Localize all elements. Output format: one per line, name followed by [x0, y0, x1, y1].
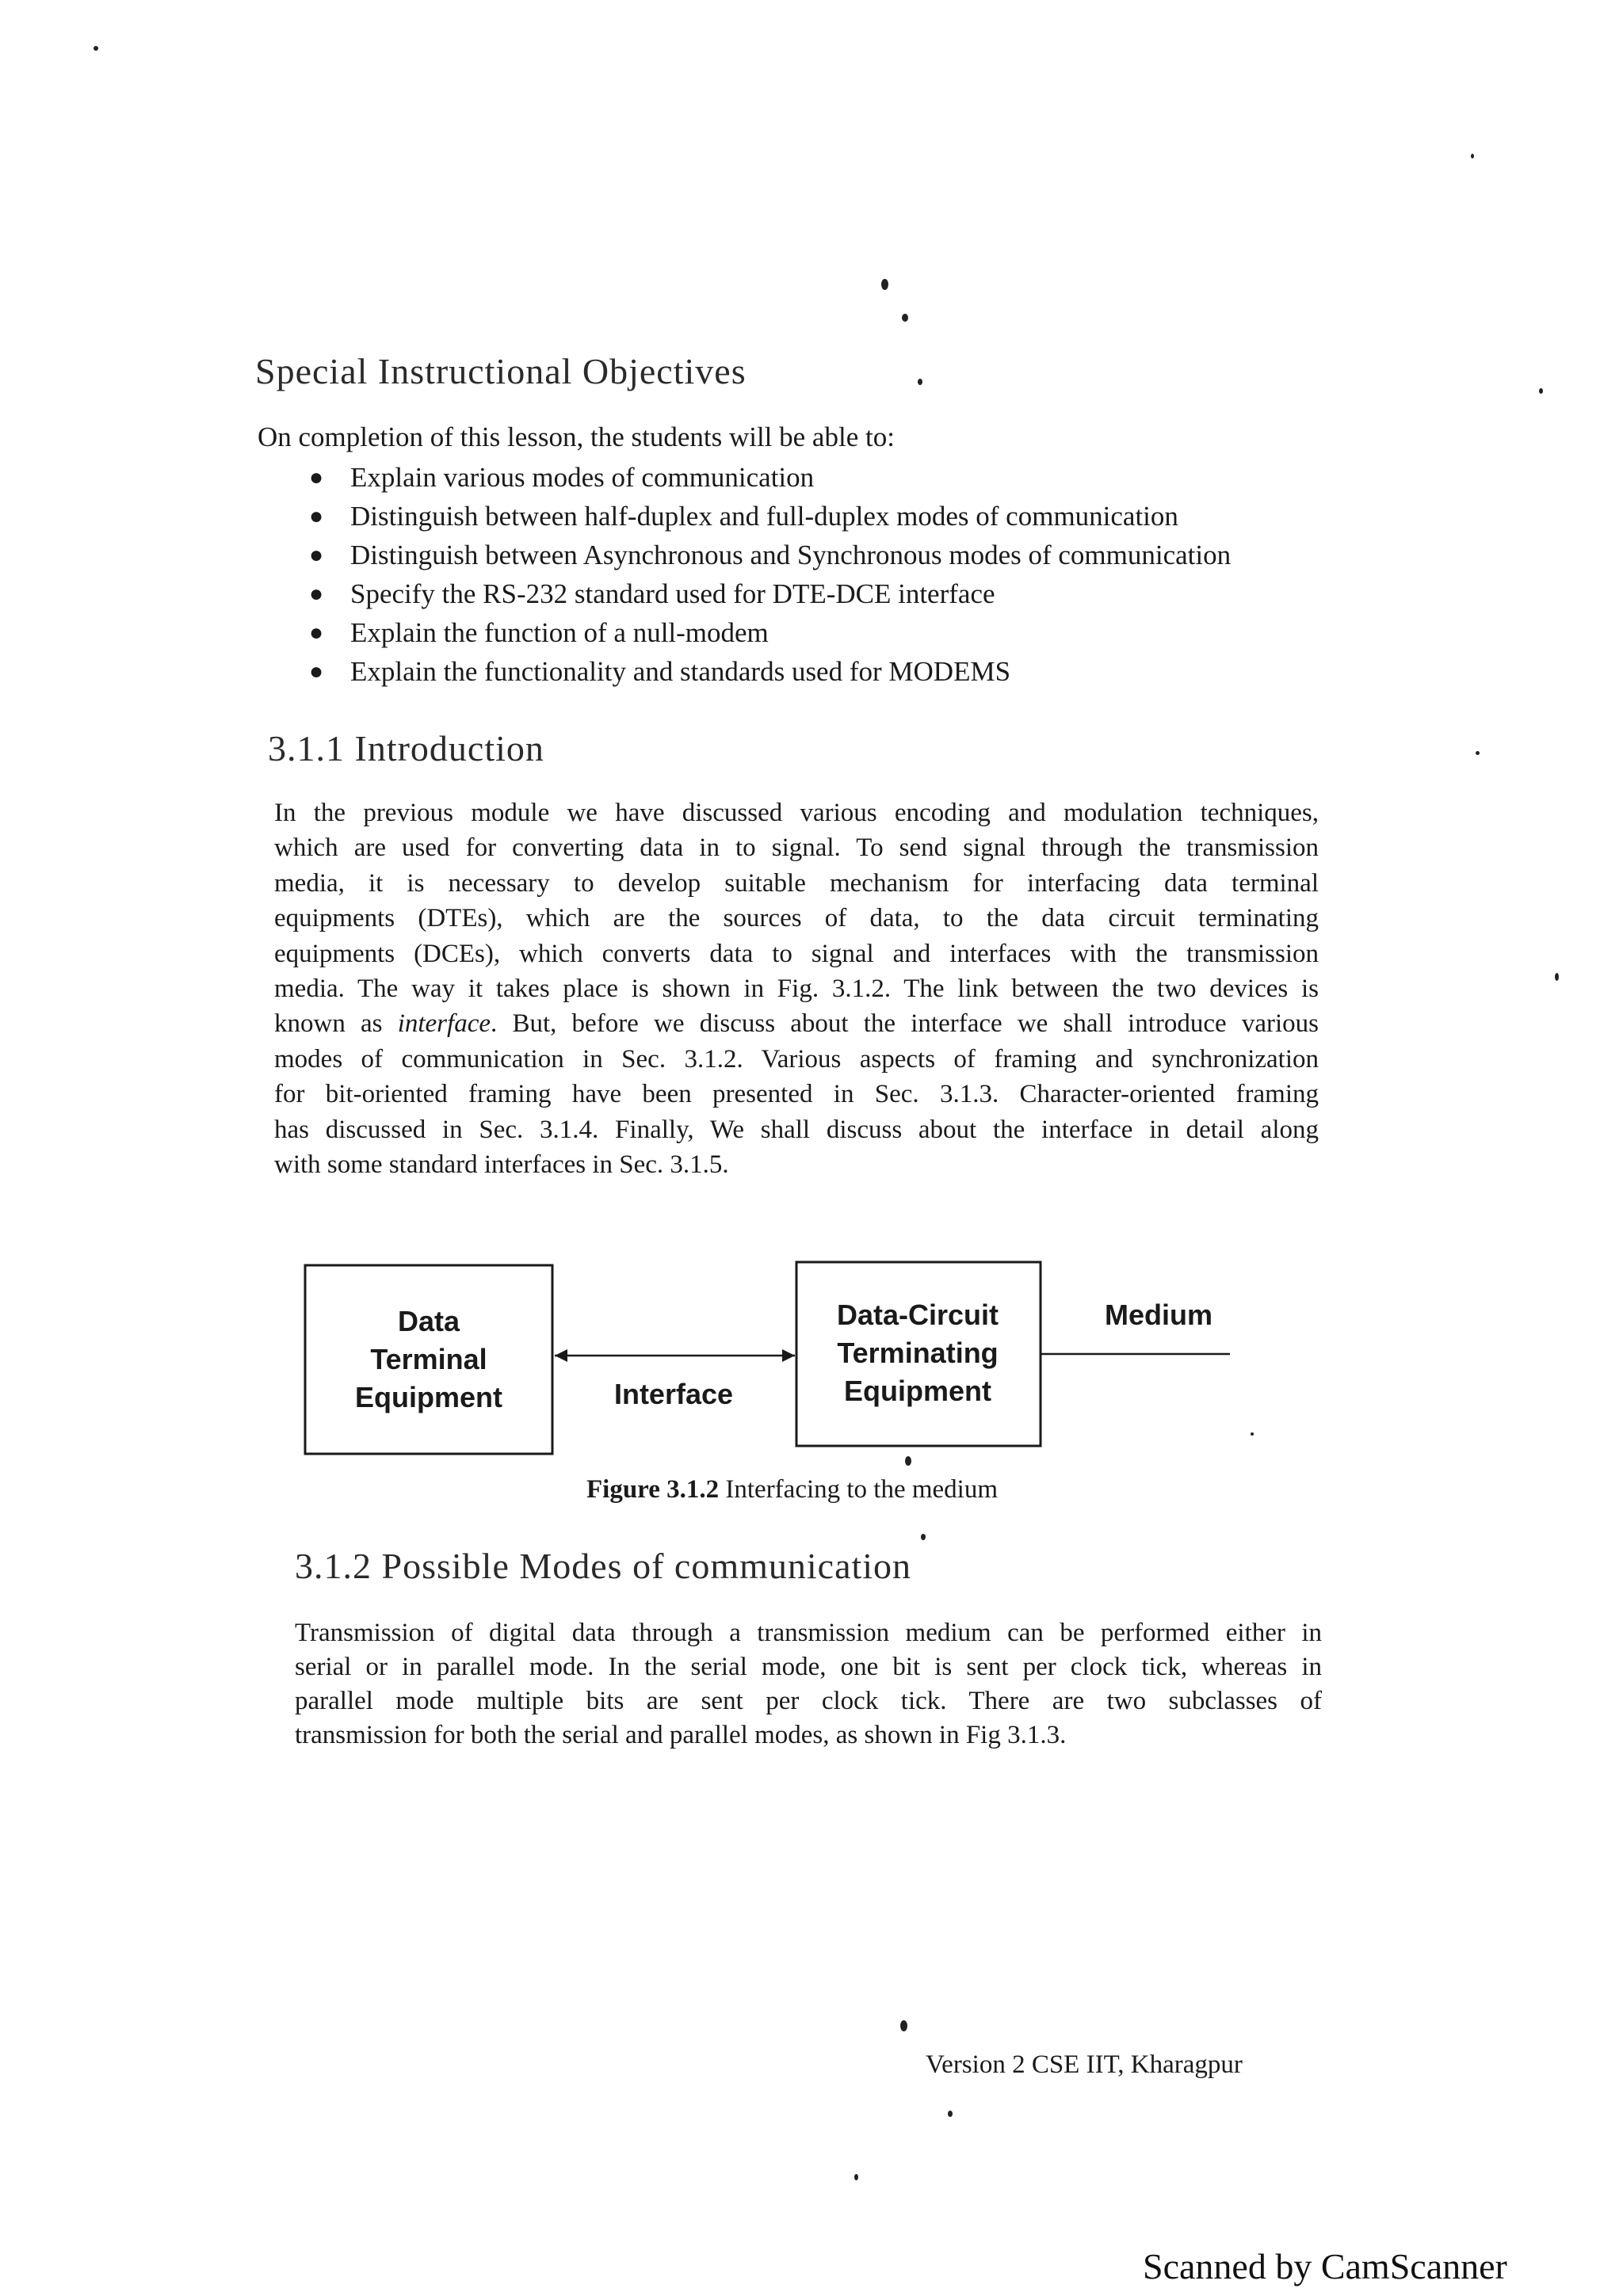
- interface-label: Interface: [613, 1378, 734, 1410]
- objective-text: Explain the function of a null-modem: [350, 617, 769, 648]
- scan-speck: [1476, 751, 1480, 755]
- bullet-icon: ●: [309, 464, 324, 490]
- scan-speck: [1555, 973, 1559, 981]
- version-footer: Version 2 CSE IIT, Kharagpur: [926, 2050, 1243, 2079]
- bullet-icon: ●: [309, 658, 324, 685]
- objective-text: Distinguish between Asynchronous and Synchronous modes of communication: [350, 540, 1232, 570]
- paragraph-line: Transmission of digital data through a transmission medium can be performed either in: [295, 1619, 1322, 1647]
- introduction-heading: 3.1.1 Introduction: [268, 728, 544, 769]
- objectives-lead: On completion of this lesson, the students will be able to:: [258, 421, 895, 452]
- dte-label-line: Data: [397, 1305, 460, 1337]
- dce-label-line: Equipment: [844, 1375, 991, 1407]
- arrow-left-icon: [555, 1349, 567, 1362]
- scan-speck: [854, 2174, 858, 2180]
- dte-label-line: Terminal: [370, 1343, 487, 1375]
- dce-label-line: Data-Circuit: [836, 1299, 999, 1331]
- scanner-watermark: Scanned by CamScanner: [1143, 2246, 1507, 2286]
- medium-label: Medium: [1104, 1299, 1213, 1331]
- paragraph-line: transmission for both the serial and parallel modes, as shown in Fig 3.1.3.: [295, 1721, 1067, 1749]
- dte-label-line: Equipment: [355, 1381, 502, 1413]
- paragraph-line: with some standard interfaces in Sec. 3.1.5.: [274, 1150, 729, 1180]
- scan-speck: [902, 314, 908, 322]
- paragraph-line: parallel mode multiple bits are sent per clock tick. There are two subclasses of: [295, 1687, 1322, 1715]
- paragraph-line: In the previous module we have discussed various encoding and modulation techniques,: [274, 799, 1319, 827]
- paragraph-line: modes of communication in Sec. 3.1.2. Various aspects of framing and synchronization: [274, 1044, 1319, 1074]
- paragraph-line: serial or in parallel mode. In the serial mode, one bit is sent per clock tick, whereas in: [295, 1653, 1322, 1681]
- scan-speck: [921, 1534, 926, 1540]
- bullet-icon: ●: [309, 581, 324, 607]
- dce-label-line: Terminating: [837, 1337, 999, 1369]
- scan-speck: [918, 379, 922, 385]
- modes-heading: 3.1.2 Possible Modes of communication: [295, 1546, 912, 1586]
- paragraph-line: which are used for converting data in to signal. To send signal through the transmission: [274, 833, 1319, 863]
- modes-paragraph: [295, 1616, 1322, 1753]
- scan-speck: [1539, 388, 1543, 394]
- paragraph-line: equipments (DTEs), which are the sources of data, to the data circuit terminating: [274, 904, 1319, 933]
- paragraph-line: for bit-oriented framing have been presented in Sec. 3.1.3. Character-oriented framing: [274, 1080, 1319, 1109]
- scan-speck: [881, 279, 888, 290]
- scan-speck: [94, 46, 98, 51]
- arrow-right-icon: [782, 1349, 795, 1362]
- figure-caption: [586, 1475, 998, 1505]
- scan-speck: [1251, 1432, 1254, 1436]
- objective-text: Explain various modes of communication: [350, 462, 815, 493]
- bullet-icon: ●: [309, 542, 324, 568]
- objectives-heading: Special Instructional Objectives: [255, 351, 747, 391]
- paragraph-line: known as interface. But, before we discuss about the interface we shall introduce various: [274, 1009, 1319, 1039]
- paragraph-line: media, it is necessary to develop suitable mechanism for interfacing data terminal: [274, 868, 1319, 898]
- bullet-icon: ●: [309, 620, 324, 646]
- scan-speck: [900, 2020, 907, 2031]
- scan-speck: [948, 2111, 953, 2117]
- caption-number: Figure 3.1.2: [586, 1475, 720, 1504]
- bullet-icon: ●: [309, 503, 324, 529]
- scan-speck: [905, 1456, 911, 1466]
- paragraph-line: media. The way it takes place is shown in Fig. 3.1.2. The link between the two devices is: [274, 974, 1319, 1004]
- scan-speck: [1471, 154, 1474, 158]
- objective-text: Specify the RS-232 standard used for DTE-DCE interface: [350, 578, 995, 609]
- objective-text: Explain the functionality and standards used for MODEMS: [350, 656, 1011, 687]
- paragraph-line: equipments (DCEs), which converts data to signal and interfaces with the transmission: [274, 939, 1319, 968]
- caption-text: Interfacing to the medium: [719, 1475, 999, 1504]
- paragraph-line: has discussed in Sec. 3.1.4. Finally, We shall discuss about the interface in detail along: [274, 1115, 1319, 1144]
- objective-text: Distinguish between half-duplex and full-duplex modes of communication: [350, 501, 1178, 532]
